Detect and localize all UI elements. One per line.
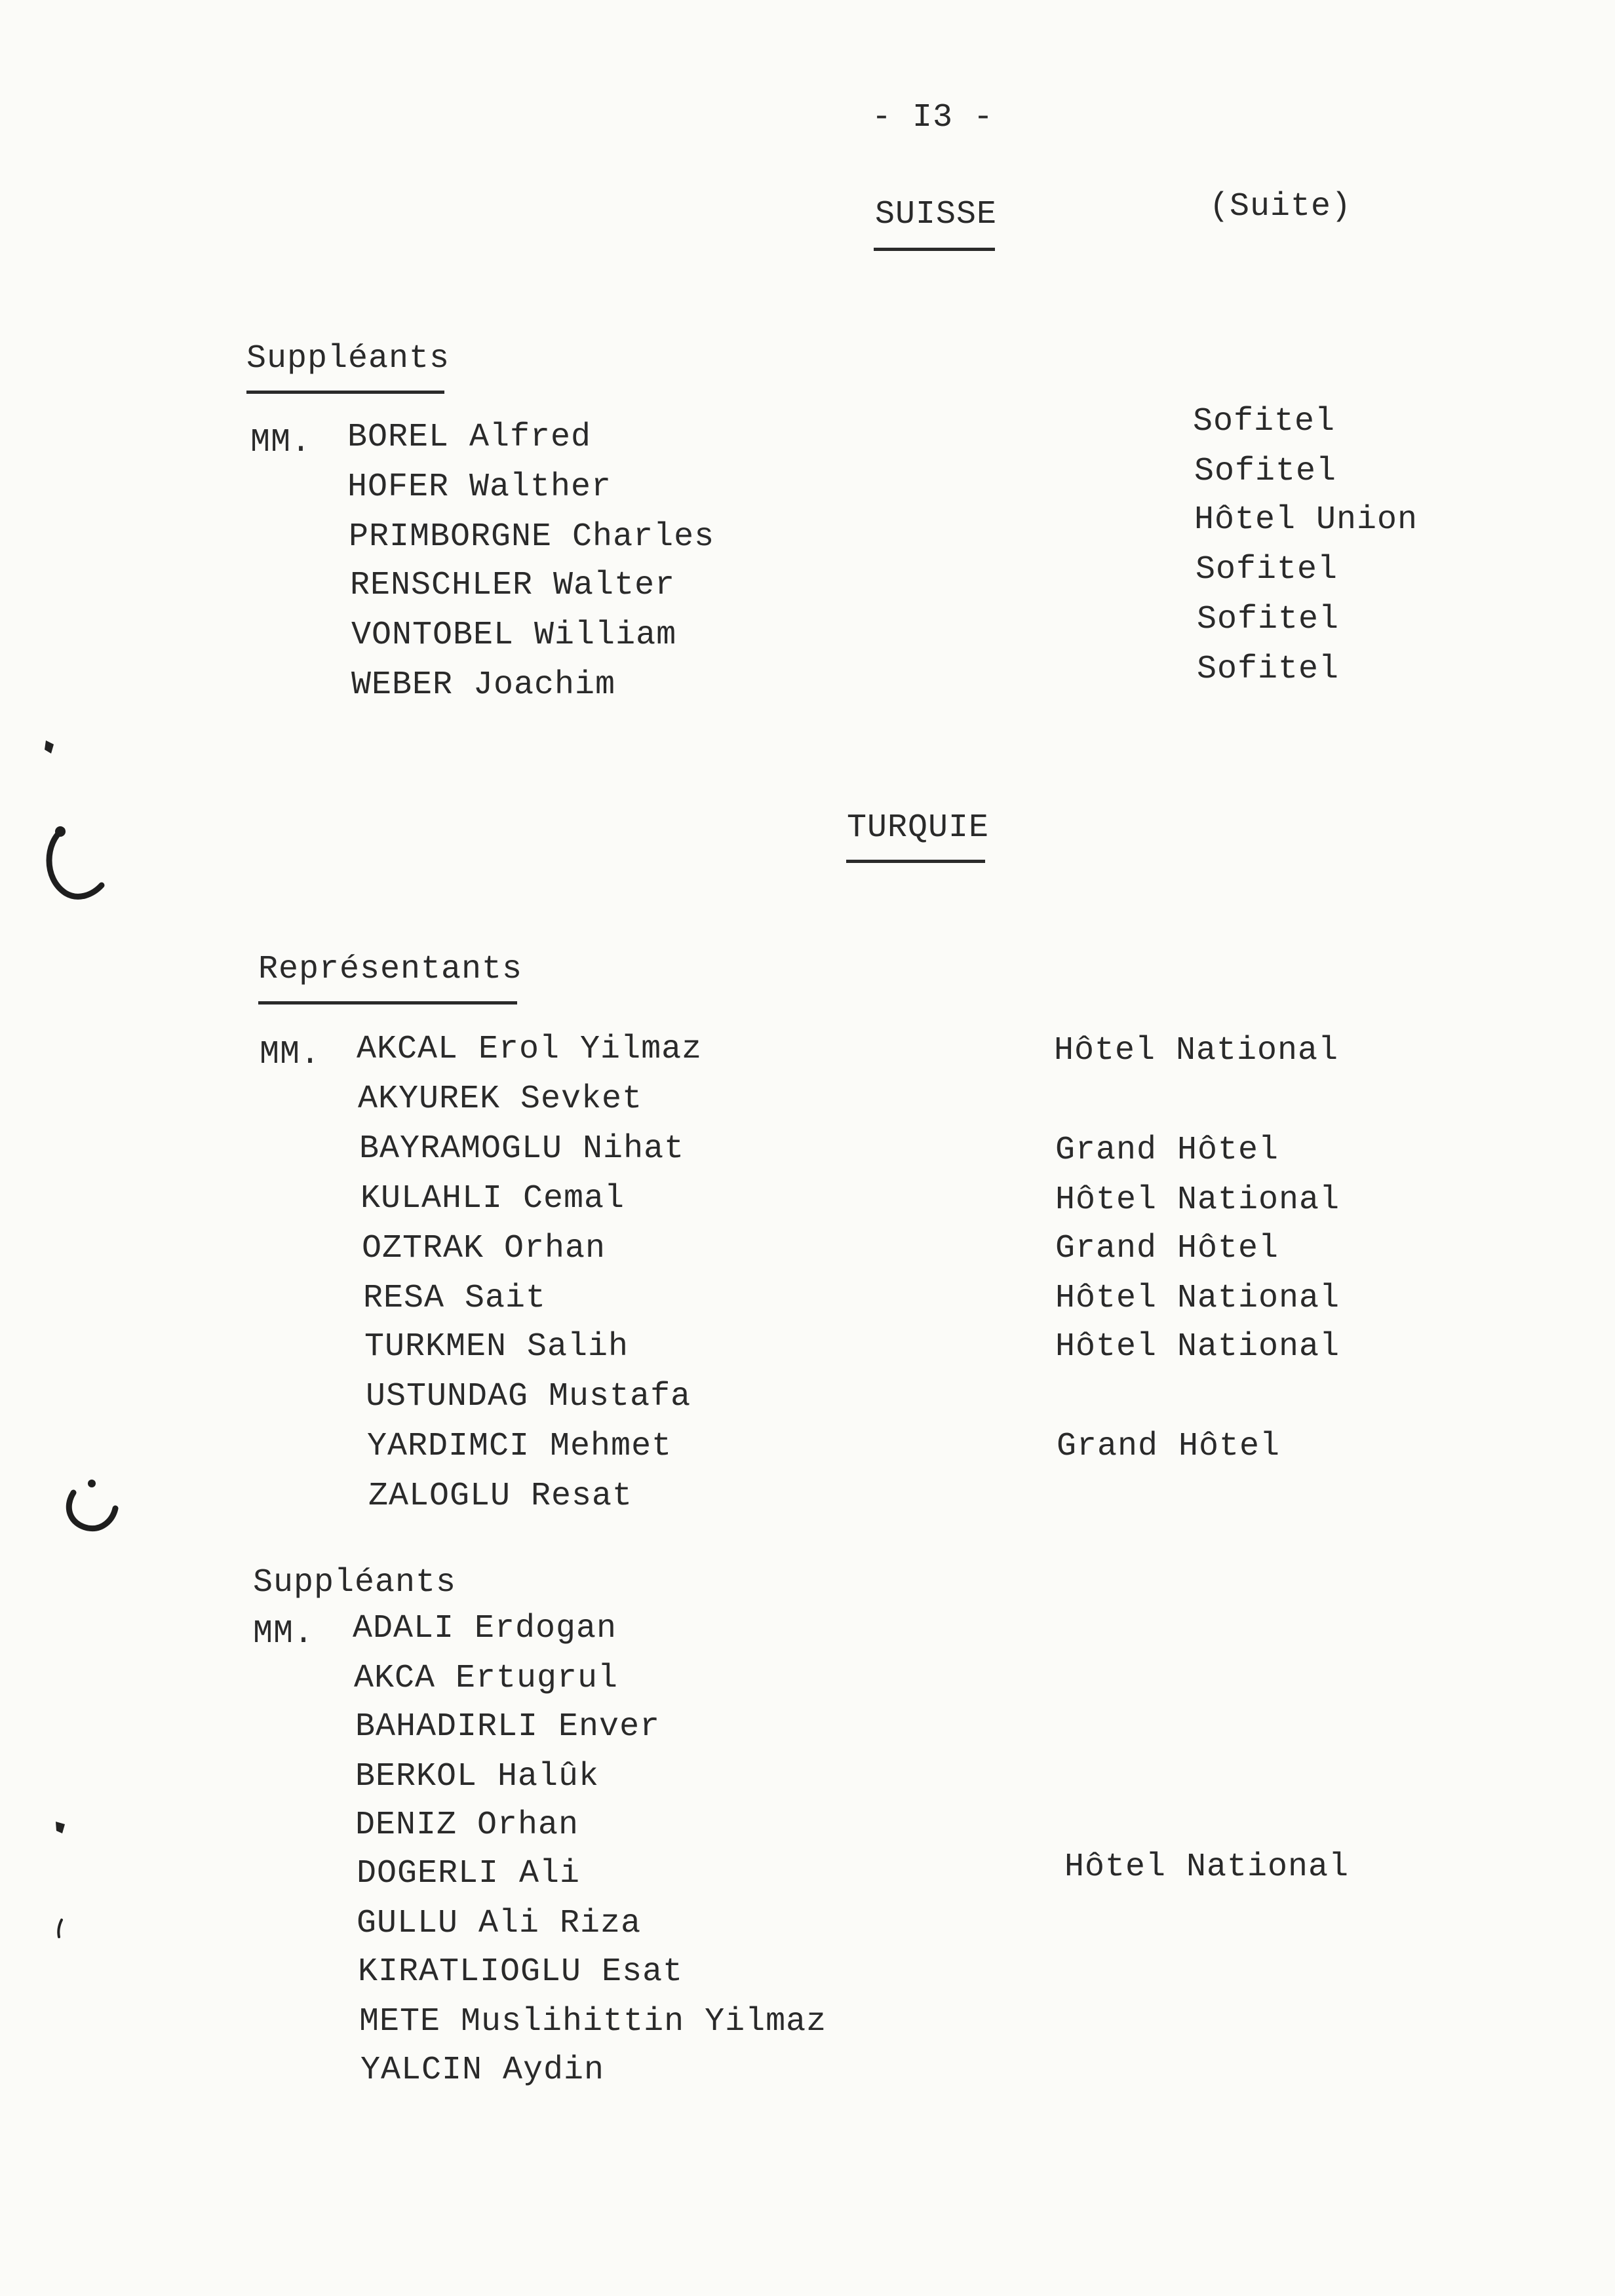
suppleant-name: AKCA Ertugrul	[354, 1660, 619, 1697]
title-underline	[874, 248, 995, 251]
member-hotel: Sofitel	[1196, 551, 1338, 588]
representant-name: TURKMEN Salih	[364, 1328, 629, 1366]
member-name: VONTOBEL William	[351, 617, 677, 654]
representant-name: AKYUREK Sevket	[358, 1081, 643, 1118]
scan-speck	[52, 1818, 68, 1836]
representant-hotel: Grand Hôtel	[1057, 1428, 1281, 1465]
suppleant-hotel: Hôtel National	[1064, 1848, 1350, 1886]
suppleant-name: BERKOL Halûk	[355, 1758, 600, 1795]
member-name: WEBER Joachim	[351, 666, 616, 704]
representant-hotel: Hôtel National	[1054, 1032, 1339, 1069]
heading-suppleants-turquie: Suppléants	[253, 1564, 457, 1601]
representant-hotel: Grand Hôtel	[1055, 1230, 1279, 1267]
binder-hole-mark	[59, 1468, 125, 1540]
honorific-prefix: MM.	[250, 424, 312, 461]
representant-hotel: Grand Hôtel	[1055, 1132, 1279, 1169]
suite-label: (Suite)	[1209, 188, 1352, 225]
member-name: BOREL Alfred	[347, 419, 592, 456]
suppleant-name: KIRATLIOGLU Esat	[358, 1953, 684, 1991]
representant-name: AKCAL Erol Yilmaz	[357, 1031, 703, 1068]
representant-name: RESA Sait	[363, 1280, 547, 1317]
representant-name: ZALOGLU Resat	[368, 1478, 633, 1515]
binder-hole-mark	[39, 822, 111, 908]
member-name: PRIMBORGNE Charles	[349, 518, 715, 556]
page-number: - I3 -	[872, 99, 994, 136]
representant-name: OZTRAK Orhan	[362, 1230, 606, 1267]
suppleant-name: GULLU Ali Riza	[357, 1905, 642, 1942]
suppleant-name: ADALI Erdogan	[353, 1610, 617, 1647]
suppleant-name: YALCIN Aydin	[360, 2052, 605, 2089]
heading-underline	[246, 391, 444, 394]
honorific-prefix: MM.	[253, 1615, 315, 1653]
representant-hotel: Hôtel National	[1055, 1328, 1340, 1366]
honorific-prefix: MM.	[260, 1036, 321, 1073]
suppleant-name: DENIZ Orhan	[355, 1807, 579, 1844]
representant-name: USTUNDAG Mustafa	[366, 1378, 691, 1415]
member-hotel: Sofitel	[1193, 403, 1336, 440]
title-underline	[846, 860, 985, 863]
scan-speck	[42, 738, 58, 756]
suppleant-name: METE Muslihittin Yilmaz	[359, 2003, 827, 2040]
representant-hotel: Hôtel National	[1055, 1280, 1340, 1317]
heading-suppleants-suisse: Suppléants	[246, 340, 450, 377]
section-title-suisse: SUISSE	[875, 196, 998, 233]
member-name: HOFER Walther	[347, 469, 612, 506]
section-title-turquie: TURQUIE	[847, 809, 990, 847]
heading-representants: Représentants	[258, 951, 523, 988]
representant-name: BAYRAMOGLU Nihat	[359, 1130, 685, 1168]
member-hotel: Sofitel	[1194, 453, 1337, 490]
member-hotel: Sofitel	[1197, 601, 1340, 638]
member-name: RENSCHLER Walter	[350, 567, 676, 604]
scan-speck	[54, 1917, 67, 1940]
heading-underline	[258, 1001, 517, 1004]
suppleant-name: BAHADIRLI Enver	[355, 1708, 661, 1746]
representant-name: YARDIMCI Mehmet	[367, 1428, 672, 1465]
representant-name: KULAHLI Cemal	[360, 1180, 625, 1217]
suppleant-name: DOGERLI Ali	[357, 1855, 581, 1892]
member-hotel: Sofitel	[1197, 651, 1340, 688]
member-hotel: Hôtel Union	[1194, 501, 1418, 539]
representant-hotel: Hôtel National	[1055, 1181, 1340, 1219]
